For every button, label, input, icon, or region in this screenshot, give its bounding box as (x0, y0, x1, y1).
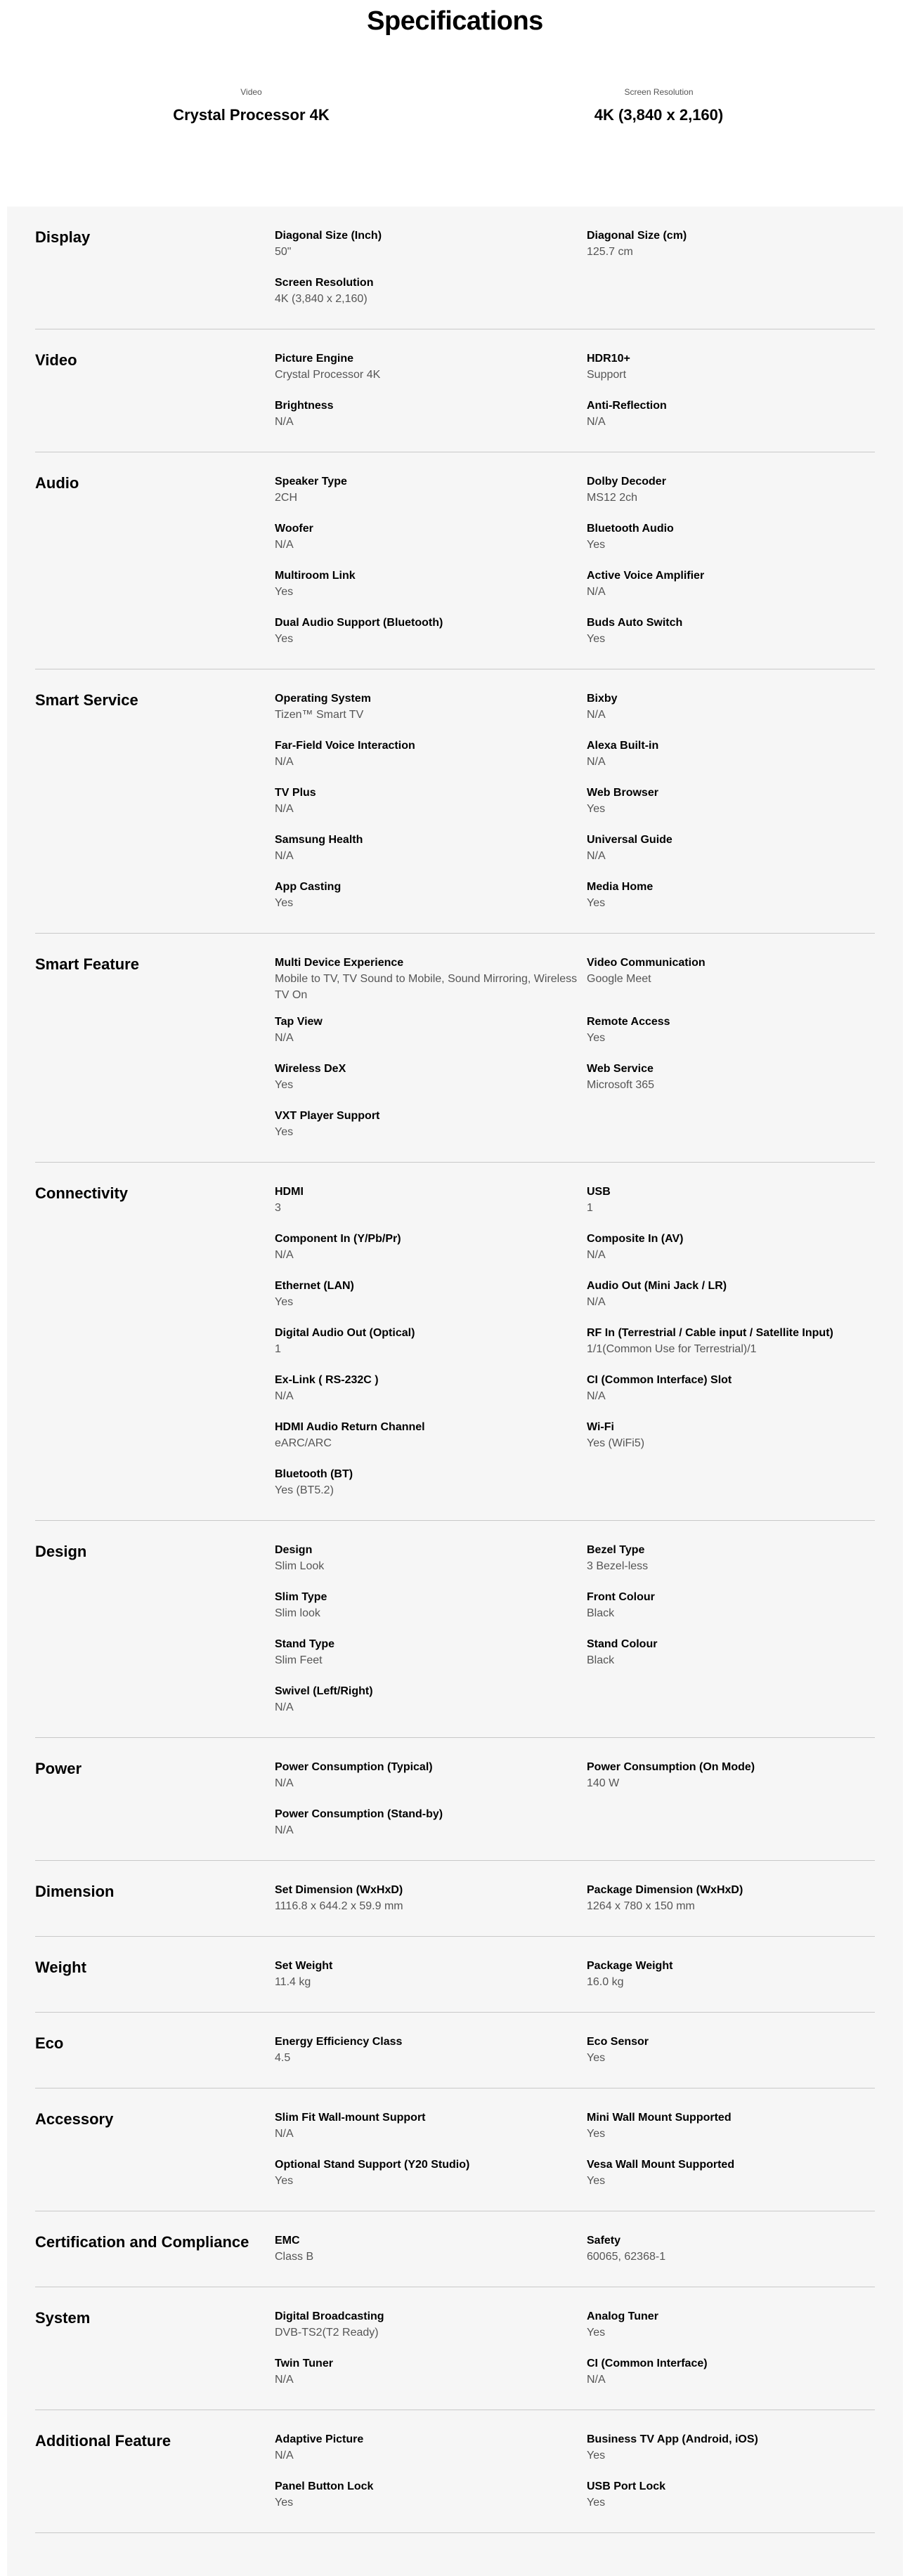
spec-label: Stand Colour (587, 1638, 658, 1650)
spec-item (275, 1231, 587, 1267)
spec-value: N/A (275, 416, 294, 428)
spec-label: Power Consumption (Typical) (275, 1761, 433, 1773)
spec-value: 3 Bezel-less (587, 1560, 649, 1572)
spec-value: Support (587, 369, 627, 381)
spec-item (587, 1231, 899, 1267)
spec-label: Audio Out (Mini Jack / LR) (587, 1280, 727, 1292)
page-title: Specifications (367, 6, 543, 36)
spec-section-connectivity (35, 1163, 875, 1521)
spec-item (275, 615, 587, 651)
spec-section-certification-and-compliance (35, 2211, 875, 2287)
highlight-value: 4K (3,840 x 2,160) (594, 106, 724, 124)
spec-value: Yes (587, 897, 606, 909)
spec-label: Multiroom Link (275, 570, 356, 582)
spec-label: Ethernet (LAN) (275, 1280, 354, 1292)
spec-item (587, 568, 899, 604)
spec-label: Digital Broadcasting (275, 2310, 384, 2322)
spec-value: Yes (275, 2497, 294, 2509)
spec-label: Bluetooth Audio (587, 523, 674, 535)
spec-list (7, 207, 903, 2576)
spec-value: Yes (587, 2128, 606, 2140)
spec-value: Slim Look (275, 1560, 325, 1572)
spec-label: Speaker Type (275, 476, 347, 488)
highlight-value: Crystal Processor 4K (173, 106, 330, 124)
spec-item (275, 1882, 587, 1918)
spec-item (587, 1014, 899, 1050)
spec-label: Samsung Health (275, 834, 363, 846)
spec-label: Bezel Type (587, 1544, 645, 1556)
spec-value: Yes (275, 1296, 294, 1308)
spec-section-system (35, 2287, 875, 2410)
spec-label: Remote Access (587, 1016, 670, 1028)
spec-grid (275, 955, 899, 1144)
spec-item (587, 1419, 899, 1456)
spec-label: Wi-Fi (587, 1421, 614, 1433)
highlight-screen-resolution (455, 85, 863, 207)
spec-label: Set Dimension (WxHxD) (275, 1884, 403, 1896)
spec-item (275, 785, 587, 821)
spec-item (275, 2232, 587, 2269)
spec-grid (275, 473, 899, 651)
spec-value: N/A (587, 850, 606, 862)
spec-item (275, 1061, 587, 1097)
spec-item (587, 1636, 899, 1673)
spec-label: Dual Audio Support (Bluetooth) (275, 617, 443, 629)
spec-value: N/A (275, 803, 294, 815)
spec-label: Digital Audio Out (Optical) (275, 1327, 415, 1339)
spec-value: 1 (587, 1202, 593, 1214)
spec-section-design (35, 1521, 875, 1738)
spec-value: Yes (587, 1032, 606, 1044)
spec-value: Class B (275, 2251, 314, 2263)
spec-item (587, 2232, 899, 2269)
spec-label: VXT Player Support (275, 1110, 380, 1122)
spec-label: Safety (587, 2235, 621, 2247)
spec-label: Stand Type (275, 1638, 335, 1650)
spec-label: CI (Common Interface) (587, 2358, 708, 2369)
spec-item (587, 879, 899, 915)
spec-label: CI (Common Interface) Slot (587, 1374, 732, 1386)
spec-value: N/A (275, 850, 294, 862)
spec-label: Energy Efficiency Class (275, 2036, 403, 2048)
section-title: System (35, 2309, 91, 2327)
spec-value: N/A (587, 756, 606, 768)
spec-label: Media Home (587, 881, 654, 893)
spec-value: N/A (275, 756, 294, 768)
spec-label: Component In (Y/Pb/Pr) (275, 1233, 401, 1245)
spec-label: Picture Engine (275, 353, 354, 365)
spec-section-additional-feature (35, 2410, 875, 2533)
spec-item (587, 473, 899, 510)
spec-label: USB Port Lock (587, 2480, 666, 2492)
spec-item (275, 228, 587, 264)
spec-item (587, 1184, 899, 1220)
spec-value: N/A (275, 1701, 294, 1713)
spec-value: Yes (BT5.2) (275, 1484, 334, 1496)
spec-label: Multi Device Experience (275, 957, 404, 969)
spec-section-power (35, 1738, 875, 1861)
spec-grid (275, 2431, 899, 2515)
spec-value: 16.0 kg (587, 1976, 624, 1988)
spec-item (275, 2478, 587, 2515)
spec-item (587, 1061, 899, 1097)
spec-value: Black (587, 1654, 615, 1666)
spec-item (275, 1636, 587, 1673)
spec-item (275, 832, 587, 868)
spec-value: Yes (275, 586, 294, 598)
spec-value: Yes (587, 2052, 606, 2064)
spec-label: Bixby (587, 693, 618, 705)
spec-item (275, 1372, 587, 1408)
spec-section-dimension (35, 1861, 875, 1937)
section-title: Power (35, 1760, 82, 1777)
spec-section-display (35, 207, 875, 329)
highlight-label: Screen Resolution (624, 87, 694, 97)
spec-value: N/A (275, 1032, 294, 1044)
spec-item (275, 2157, 587, 2193)
section-title: Smart Feature (35, 955, 139, 973)
spec-label: Swivel (Left/Right) (275, 1685, 373, 1697)
spec-item (587, 1882, 899, 1918)
section-title: Certification and Compliance (35, 2233, 249, 2251)
spec-item (275, 2431, 587, 2468)
spec-item (275, 473, 587, 510)
spec-value: N/A (275, 2374, 294, 2386)
spec-item (275, 955, 587, 1003)
spec-item (275, 1683, 587, 1720)
spec-value: N/A (587, 709, 606, 721)
spec-value: N/A (275, 2128, 294, 2140)
spec-value: Yes (587, 633, 606, 645)
spec-label: Composite In (AV) (587, 1233, 684, 1245)
spec-value: Yes (587, 2450, 606, 2461)
spec-label: Anti-Reflection (587, 400, 667, 412)
spec-label: Front Colour (587, 1591, 655, 1603)
spec-value: 140 W (587, 1777, 620, 1789)
spec-value: 125.7 cm (587, 246, 633, 258)
section-title: Display (35, 228, 91, 246)
spec-item (587, 1372, 899, 1408)
spec-value: Yes (587, 2497, 606, 2509)
spec-value: N/A (587, 1296, 606, 1308)
spec-grid (275, 2232, 899, 2269)
spec-label: Video Communication (587, 957, 706, 969)
spec-item (587, 2431, 899, 2468)
spec-label: Adaptive Picture (275, 2433, 364, 2445)
spec-item (587, 351, 899, 387)
spec-value: Black (587, 1607, 615, 1619)
spec-label: Vesa Wall Mount Supported (587, 2159, 735, 2171)
spec-label: Mini Wall Mount Supported (587, 2112, 732, 2124)
spec-value: Microsoft 365 (587, 1079, 655, 1091)
spec-label: RF In (Terrestrial / Cable input / Satellite Input) (587, 1327, 833, 1339)
spec-label: HDMI (275, 1186, 304, 1198)
spec-value: Slim look (275, 1607, 320, 1619)
spec-item (587, 615, 899, 651)
spec-value: Yes (587, 539, 606, 551)
spec-item (275, 521, 587, 557)
spec-item (275, 2355, 587, 2392)
spec-item (275, 1108, 587, 1144)
section-title: Video (35, 351, 77, 369)
spec-label: Optional Stand Support (Y20 Studio) (275, 2159, 470, 2171)
spec-section-smart-feature (35, 934, 875, 1163)
highlight-label: Video (240, 87, 262, 97)
spec-value: Yes (WiFi5) (587, 1437, 645, 1449)
spec-section-weight (35, 1937, 875, 2013)
spec-value: Yes (587, 803, 606, 815)
spec-label: Business TV App (Android, iOS) (587, 2433, 758, 2445)
spec-value: N/A (275, 1777, 294, 1789)
spec-label: Dolby Decoder (587, 476, 666, 488)
spec-label: Ex-Link ( RS-232C ) (275, 1374, 379, 1386)
highlight-video (48, 85, 455, 207)
spec-label: Slim Type (275, 1591, 327, 1603)
spec-grid (275, 2308, 899, 2392)
spec-label: Eco Sensor (587, 2036, 649, 2048)
spec-value: 1/1(Common Use for Terrestrial)/1 (587, 1343, 757, 1355)
spec-grid (275, 1882, 899, 1918)
spec-label: Bluetooth (BT) (275, 1468, 353, 1480)
spec-value: Yes (275, 1079, 294, 1091)
spec-label: HDMI Audio Return Channel (275, 1421, 425, 1433)
spec-item (275, 691, 587, 727)
spec-value: Yes (587, 2175, 606, 2187)
spec-value: Yes (275, 897, 294, 909)
spec-grid (275, 1958, 899, 1994)
spec-value: MS12 2ch (587, 492, 638, 504)
spec-item (587, 1589, 899, 1626)
spec-label: Universal Guide (587, 834, 672, 846)
spec-value: 4K (3,840 x 2,160) (275, 293, 368, 305)
spec-value: Crystal Processor 4K (275, 369, 381, 381)
spec-item (275, 1014, 587, 1050)
spec-label: Package Dimension (WxHxD) (587, 1884, 743, 1896)
spec-item (275, 1806, 587, 1843)
spec-label: Alexa Built-in (587, 740, 659, 752)
spec-item (587, 1759, 899, 1796)
spec-item (587, 955, 899, 1003)
section-title: Additional Feature (35, 2432, 171, 2450)
spec-label: Design (275, 1544, 313, 1556)
spec-item (275, 2308, 587, 2345)
spec-grid (275, 691, 899, 915)
spec-value: DVB-TS2(T2 Ready) (275, 2327, 379, 2339)
spec-label: Diagonal Size (Inch) (275, 230, 382, 242)
spec-value: N/A (587, 1249, 606, 1261)
spec-item (587, 521, 899, 557)
spec-item (587, 2478, 899, 2515)
spec-value: Google Meet (587, 973, 651, 985)
spec-value: N/A (587, 2374, 606, 2386)
spec-value: N/A (275, 1390, 294, 1402)
spec-item (275, 1325, 587, 1361)
section-title: Weight (35, 1959, 86, 1976)
spec-section-eco (35, 2013, 875, 2088)
spec-item (275, 879, 587, 915)
spec-item (275, 568, 587, 604)
spec-item (587, 398, 899, 434)
spec-label: Screen Resolution (275, 277, 374, 289)
spec-item (275, 1419, 587, 1456)
spec-grid (275, 2034, 899, 2070)
spec-highlights (0, 56, 910, 207)
spec-section-smart-service (35, 669, 875, 934)
spec-value: Tizen™ Smart TV (275, 709, 364, 721)
spec-value: eARC/ARC (275, 1437, 332, 1449)
spec-item (275, 1542, 587, 1578)
spec-label: Buds Auto Switch (587, 617, 683, 629)
spec-value: Slim Feet (275, 1654, 323, 1666)
section-title: Dimension (35, 1883, 115, 1900)
section-title: Audio (35, 474, 79, 492)
spec-item (275, 1759, 587, 1796)
spec-value: 11.4 kg (275, 1976, 311, 1988)
spec-grid (275, 2110, 899, 2193)
spec-label: USB (587, 1186, 611, 1198)
spec-item (587, 1278, 899, 1314)
spec-label: Power Consumption (Stand-by) (275, 1808, 443, 1820)
spec-label: Diagonal Size (cm) (587, 230, 687, 242)
spec-label: Web Browser (587, 787, 658, 799)
spec-value: N/A (275, 2450, 294, 2461)
spec-value: N/A (587, 416, 606, 428)
spec-label: TV Plus (275, 787, 316, 799)
spec-section-video (35, 329, 875, 452)
spec-item (587, 2157, 899, 2193)
spec-label: Power Consumption (On Mode) (587, 1761, 755, 1773)
spec-item (587, 228, 899, 264)
spec-label: Slim Fit Wall-mount Support (275, 2112, 426, 2124)
spec-section-audio (35, 452, 875, 669)
spec-item (275, 2110, 587, 2146)
spec-label: Web Service (587, 1063, 654, 1075)
spec-value: Mobile to TV, TV Sound to Mobile, Sound Mirroring, Wireless TV On (275, 973, 578, 1001)
spec-item (275, 275, 587, 311)
spec-label: Operating System (275, 693, 371, 705)
spec-label: Package Weight (587, 1960, 673, 1972)
spec-value: N/A (275, 1824, 294, 1836)
spec-value: Yes (275, 1126, 294, 1138)
spec-grid (275, 228, 899, 311)
spec-item (275, 1278, 587, 1314)
spec-value: N/A (587, 1390, 606, 1402)
spec-label: App Casting (275, 881, 342, 893)
section-title: Design (35, 1543, 87, 1560)
spec-item (587, 1542, 899, 1578)
spec-grid (275, 1759, 899, 1843)
section-title: Connectivity (35, 1184, 129, 1202)
spec-item (587, 1325, 899, 1361)
spec-item (587, 2110, 899, 2146)
spec-label: Set Weight (275, 1960, 333, 1972)
spec-value: Yes (587, 2327, 606, 2339)
spec-item (587, 2308, 899, 2345)
spec-value: 2CH (275, 492, 298, 504)
spec-label: Active Voice Amplifier (587, 570, 705, 582)
spec-grid (275, 351, 899, 434)
spec-label: Twin Tuner (275, 2358, 333, 2369)
spec-label: Far-Field Voice Interaction (275, 740, 415, 752)
spec-label: HDR10+ (587, 353, 630, 365)
spec-label: Woofer (275, 523, 313, 535)
spec-label: Brightness (275, 400, 334, 412)
spec-item (275, 2034, 587, 2070)
spec-item (587, 785, 899, 821)
spec-value: 4.5 (275, 2052, 291, 2064)
spec-value: Yes (275, 633, 294, 645)
spec-item (275, 351, 587, 387)
spec-label: EMC (275, 2235, 300, 2247)
spec-value: Yes (275, 2175, 294, 2187)
spec-item (275, 1958, 587, 1994)
spec-item (587, 2034, 899, 2070)
spec-item (275, 1184, 587, 1220)
spec-item (587, 691, 899, 727)
section-title: Accessory (35, 2110, 114, 2128)
section-title: Eco (35, 2034, 64, 2052)
spec-item (275, 398, 587, 434)
spec-label: Tap View (275, 1016, 323, 1028)
spec-item (587, 2355, 899, 2392)
spec-item (275, 1466, 587, 1503)
spec-value: 60065, 62368-1 (587, 2251, 666, 2263)
spec-value: 3 (275, 1202, 281, 1214)
spec-item (587, 832, 899, 868)
spec-value: 1 (275, 1343, 281, 1355)
spec-item (275, 1589, 587, 1626)
spec-item (587, 738, 899, 774)
spec-grid (275, 1184, 899, 1503)
spec-section-accessory (35, 2088, 875, 2211)
section-title: Smart Service (35, 691, 138, 709)
spec-label: Wireless DeX (275, 1063, 346, 1075)
spec-label: Panel Button Lock (275, 2480, 374, 2492)
spec-value: 1116.8 x 644.2 x 59.9 mm (275, 1900, 403, 1912)
spec-value: N/A (275, 539, 294, 551)
spec-label: Analog Tuner (587, 2310, 658, 2322)
spec-value: N/A (587, 586, 606, 598)
spec-item (275, 738, 587, 774)
spec-item (587, 1958, 899, 1994)
spec-value: 1264 x 780 x 150 mm (587, 1900, 695, 1912)
spec-value: 50" (275, 246, 292, 258)
spec-grid (275, 1542, 899, 1720)
spec-value: N/A (275, 1249, 294, 1261)
